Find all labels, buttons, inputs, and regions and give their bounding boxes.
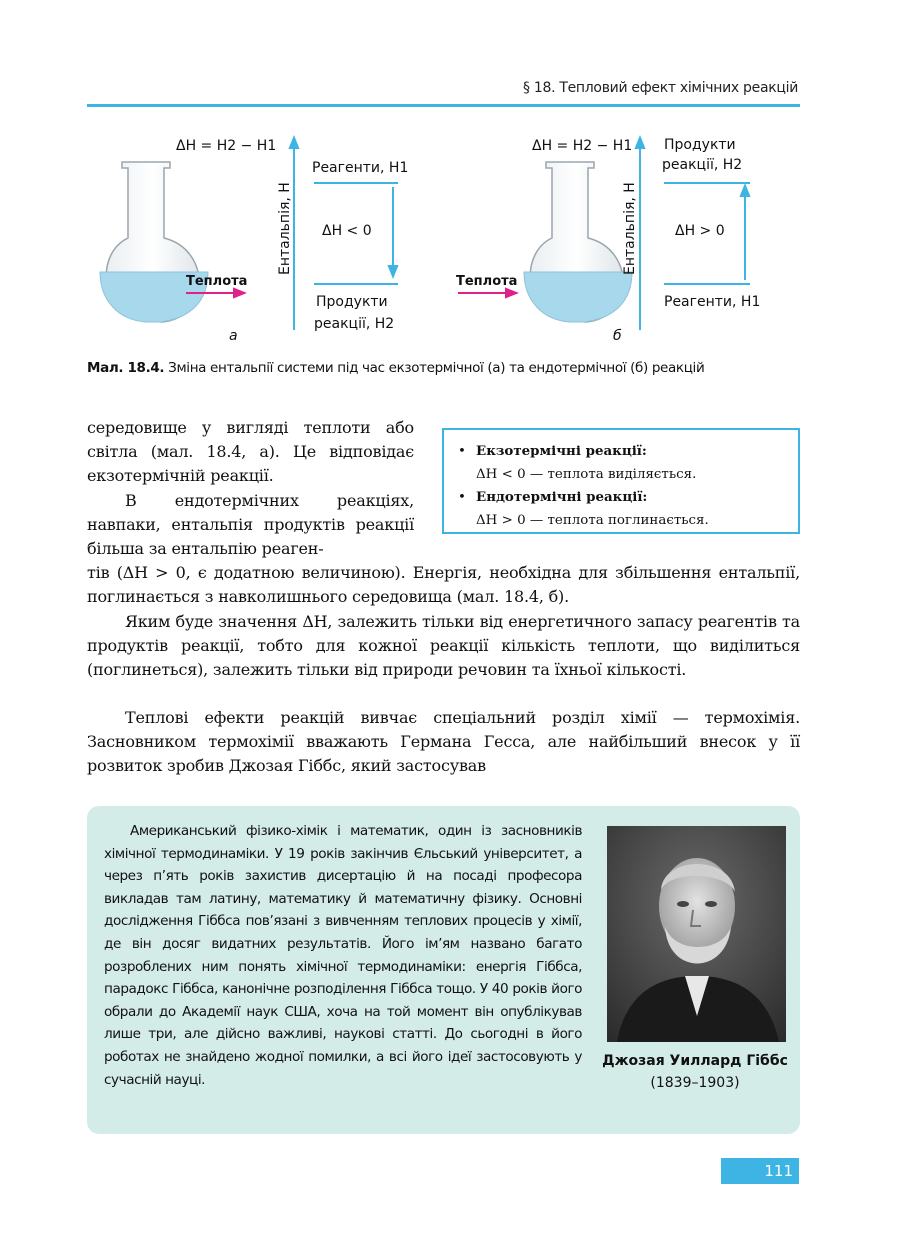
products-label-left-2: реакції, H2 [314,316,395,332]
summary-item1-text: ΔH < 0 — теплота виділяється. [476,467,697,482]
panel-left [100,138,408,344]
heat-label-left: Теплота [186,274,248,289]
reagents-label-left: Реагенти, H1 [312,160,409,176]
page-number: 111 [721,1158,799,1184]
paragraph-3: Яким буде значення ΔH, залежить тільки від енергетичного запасу реагентів та продуктів реакції, тобто для кожної реакції кількість теплоти, що виділиться (поглинеться), залежить тільки від природи речовин та їхньої кількості. [87,612,800,680]
enthalpy-figure [0,120,924,350]
panel-letter-a: а [229,328,238,344]
heat-label-right: Теплота [456,274,518,289]
portrait-name: Джозая Уиллард Гіббс [602,1053,788,1069]
summary-box [442,428,800,534]
delta-label-right: ΔH > 0 [675,223,725,239]
figure-caption-text: Зміна ентальпії системи під час екзотермічної (а) та ендотермічної (б) реакцій [168,360,705,376]
paragraph-1 [87,416,414,561]
portrait-caption [600,1050,790,1094]
running-head: § 18. Тепловий ефект хімічних реакцій [523,80,798,96]
panel-right [456,137,760,344]
header-rule [87,104,800,107]
axis-label-left: Ентальпія, H [277,182,293,275]
delta-label-left: ΔH < 0 [322,223,372,239]
axis-label-right: Ентальпія, H [622,182,638,275]
biography-body: Американський фізико-хімік і математик, один із засновників хімічної термодинаміки. У 19 років закінчив Єльський університет, а через п’ять років захистив дисертацію й на посаді професора викладав там латину, математику й математичну фізику. Основні дослідження Гіббса пов’язані з вивченням теплових процесів у хімії, де він досяг видатних результатів. Його ім’ям названо багато розроблених ним понять хімічної термодинаміки: енергія Гіббса, парадокс Гіббса, канонічне розподілення Гіббса тощо. У 40 років його обрали до Академії наук США, хоча на той момент він опублікував лише три, але дійсно важливі, наукові статті. До сьогодні в його роботах не знайдено жодної помилки, а всі його ідеї застосовують у сучасній науці. [104,823,582,1088]
flask-left-icon [100,162,208,322]
delta-h-formula-right: ΔH = H2 − H1 [532,138,633,154]
paragraph-2-end: тів (ΔH > 0, є додатною величиною). Енергія, необхідна для збільшення ентальпії, поглинається з навколишнього середовища (мал. 18.4, б). [87,563,800,607]
biography-text [104,820,582,1091]
portrait-years: (1839–1903) [650,1075,740,1091]
paragraph-4: Теплові ефекти реакцій вивчає спеціальний розділ хімії — термохімія. Засновником термохімії вважають Германа Гесса, але найбільший внесок у її розвиток зробив Джозая Гіббс, який застосував [87,708,800,776]
summary-item1-title: Екзотермічні реакції: [476,443,647,459]
bullet-icon: • [458,490,466,505]
summary-item2-text: ΔH > 0 — теплота поглинається. [476,513,709,528]
gibbs-portrait [607,826,786,1042]
figure-caption-number: Мал. 18.4. [87,360,165,376]
figure-caption [87,360,827,376]
delta-h-formula-left: ΔH = H2 − H1 [176,138,277,154]
products-label-right-1: Продукти [664,137,736,153]
bullet-icon: • [458,444,466,459]
products-label-left-1: Продукти [316,294,388,310]
summary-item2-title: Ендотермічні реакції: [476,489,648,505]
paragraph-1-text: середовище у вигляді теплоти або світла (мал. 18.4, а). Це відповідає екзотермічній реакції. [87,418,414,486]
flask-right-icon [524,162,632,322]
products-label-right-2: реакції, H2 [662,157,743,173]
paragraph-2-start: В ендотермічних реакціях, навпаки, ентальпія продуктів реакції більша за ентальпію реаген- [87,490,414,559]
panel-letter-b: б [613,328,622,344]
reagents-label-right: Реагенти, H1 [664,294,761,310]
